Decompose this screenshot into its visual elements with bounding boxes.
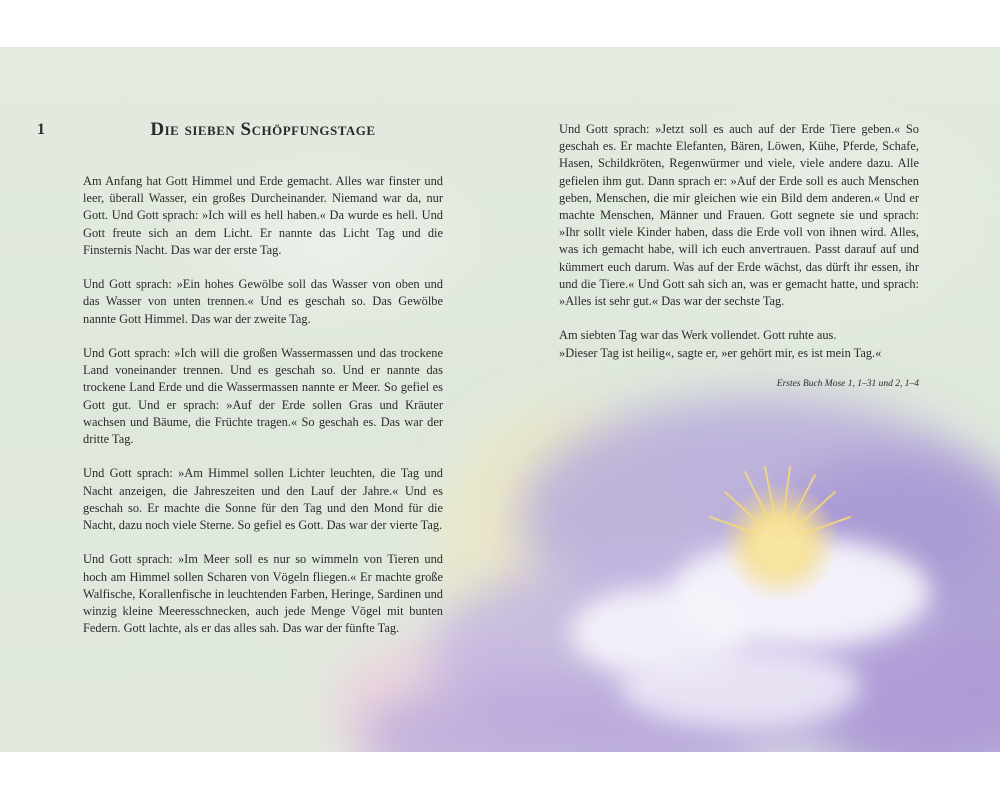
- paragraph-day-2: Und Gott sprach: »Ein hohes Gewölbe soll das Wasser von oben und das Wasser von unten trennen.« Und es geschah so. Das Gewölbe nannte Gott Himmel. Das war der zweite Tag.: [83, 277, 443, 326]
- paragraph-day-5: Und Gott sprach: »Im Meer soll es nur so wimmeln von Tieren und hoch am Himmel sollen Scharen von Vögeln fliegen.« Er machte große Walfische, Korallenfische in leuchtenden Farben, Heringe, Sardinen und winzig kleine Meeresschnecken, auch jede Menge Vögel mit bunten Federn. Gott lachte, als er das alles sah. Das war der fünfte Tag.: [83, 552, 443, 636]
- page-number: 1: [37, 121, 46, 138]
- paragraph-day-6: Und Gott sprach: »Jetzt soll es auch auf der Erde Tiere geben.« So geschah es. Er machte Elefanten, Bären, Löwen, Kühe, Pferde, Schafe, Hasen, Schildkröten, Regenwürmer und viele, viele andere dazu. Alle gefielen ihm gut. Dann sprach er: »Auf der Erde soll es auch Menschen geben, Menschen, die mir gleichen wie ein Bild dem anderen.« Und er machte Menschen, Männer und Frauen. Gott segnete sie und sprach: »Ihr sollt viele Kinder haben, dass die Erde voll von ihnen wird. Alles, was ich gemacht habe, will ich euch anvertrauen. Passt darauf auf und kümmert euch darum. Was auf der Erde wächst, das dürft ihr essen, ihr und die Tiere.« Und Gott sah sich an, was er gemacht hatte, und sprach: »Alles ist sehr gut.« Das war der sechste Tag.: [559, 122, 919, 309]
- chapter-title: Die sieben Schöpfungstage: [150, 119, 376, 140]
- paragraph-day-4: Und Gott sprach: »Am Himmel sollen Lichter leuchten, die Tag und Nacht anzeigen, die Jahreszeiten und den Lauf der Jahre.« Und es geschah so. Er machte die Sonne für den Tag und den Mond für die Nacht, dazu noch viele Sterne. So gefiel es Gott. Das war der vierte Tag.: [83, 466, 443, 533]
- left-page-text: [83, 173, 443, 655]
- scripture-citation: Erstes Buch Mose 1, 1–31 und 2, 1–4: [776, 379, 919, 390]
- paragraph-day-7: Am siebten Tag war das Werk vollendet. Gott ruhte aus. »Dieser Tag ist heilig«, sagte er, »er gehört mir, es ist mein Tag.«: [559, 328, 882, 360]
- paragraph-day-1: Am Anfang hat Gott Himmel und Erde gemacht. Alles war finster und leer, überall Wasser, ein großes Durcheinander. Niemand war da, nur Gott. Und Gott sprach: »Ich will es hell haben.« Da wurde es hell. Und Gott freute sich an dem Licht. Er nannte das Licht Tag und die Finsternis Nacht. Das war der erste Tag.: [83, 174, 443, 257]
- book-spread: [0, 47, 1000, 752]
- right-page-text: [559, 121, 919, 389]
- paragraph-day-3: Und Gott sprach: »Ich will die großen Wassermassen und das trockene Land voneinander trennen. Und es geschah so. Und er nannte das trockene Land Erde und die Wassermassen nannte er Meer. So gefiel es Gott gut. Und er sprach: »Auf der Erde sollen Gras und Kräuter wachsen und Bäume, die Früchte tragen.« So geschah es. Das war der dritte Tag.: [83, 346, 443, 447]
